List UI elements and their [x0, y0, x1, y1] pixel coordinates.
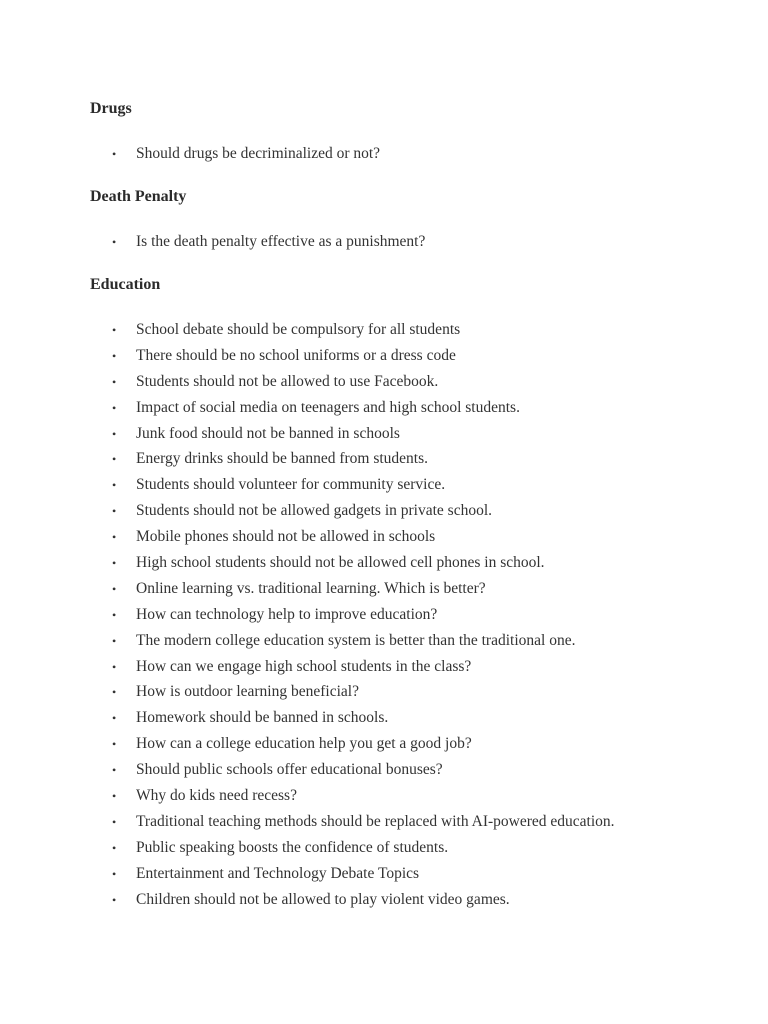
- bullet-icon: •: [112, 840, 117, 855]
- bullet-icon: •: [112, 478, 117, 493]
- bullet-icon: •: [112, 348, 117, 363]
- list-item: • Entertainment and Technology Debate Topics: [0, 863, 768, 889]
- bullet-icon: •: [112, 452, 117, 467]
- list-item: • The modern college education system is better than the traditional one.: [0, 630, 768, 656]
- list-item: • Students should not be allowed gadgets in private school.: [0, 500, 768, 526]
- bullet-icon: •: [112, 235, 117, 249]
- list-item: • Students should not be allowed to use Facebook.: [0, 371, 768, 397]
- section-list-death-penalty: [0, 231, 768, 257]
- list-item: • Why do kids need recess?: [0, 785, 768, 811]
- bullet-icon: •: [112, 323, 117, 337]
- section-list-drugs: [0, 143, 768, 169]
- section-heading-death-penalty: Death Penalty: [90, 188, 187, 205]
- list-item: • Junk food should not be banned in schools: [0, 423, 768, 449]
- list-item: • Energy drinks should be banned from students.: [0, 448, 768, 474]
- list-item: • Impact of social media on teenagers and high school students.: [0, 397, 768, 423]
- bullet-icon: •: [112, 530, 117, 545]
- list-item: • High school students should not be allowed cell phones in school.: [0, 552, 768, 578]
- bullet-icon: •: [112, 504, 117, 519]
- list-item: • How is outdoor learning beneficial?: [0, 681, 768, 707]
- section-heading-drugs: Drugs: [90, 100, 132, 117]
- bullet-icon: •: [112, 633, 117, 648]
- bullet-icon: •: [112, 814, 117, 829]
- bullet-icon: •: [112, 426, 117, 441]
- bullet-icon: •: [112, 866, 117, 881]
- list-item: • School debate should be compulsory for all students: [0, 319, 768, 345]
- bullet-icon: •: [112, 789, 117, 804]
- list-item: • How can we engage high school students in the class?: [0, 656, 768, 682]
- bullet-icon: •: [112, 659, 117, 674]
- bullet-icon: •: [112, 147, 117, 161]
- list-item: • Homework should be banned in schools.: [0, 707, 768, 733]
- section-heading-education: Education: [90, 276, 161, 293]
- bullet-icon: •: [112, 607, 117, 622]
- bullet-icon: •: [112, 400, 117, 415]
- list-item: • There should be no school uniforms or a dress code: [0, 345, 768, 371]
- list-item: • How can technology help to improve education?: [0, 604, 768, 630]
- bullet-icon: •: [112, 711, 117, 726]
- list-item: • Should drugs be decriminalized or not?: [0, 143, 768, 169]
- list-item: • Should public schools offer educational bonuses?: [0, 759, 768, 785]
- bullet-icon: •: [112, 374, 117, 389]
- list-item: • Public speaking boosts the confidence of students.: [0, 837, 768, 863]
- list-item: • Mobile phones should not be allowed in schools: [0, 526, 768, 552]
- bullet-icon: •: [112, 556, 117, 571]
- list-item: • Online learning vs. traditional learning. Which is better?: [0, 578, 768, 604]
- list-item: • Is the death penalty effective as a punishment?: [0, 231, 768, 257]
- bullet-icon: •: [112, 737, 117, 752]
- bullet-icon: •: [112, 892, 117, 907]
- section-list-education: [0, 319, 768, 914]
- bullet-icon: •: [112, 685, 117, 700]
- list-item: • Children should not be allowed to play violent video games.: [0, 889, 768, 915]
- list-item: • Traditional teaching methods should be replaced with AI-powered education.: [0, 811, 768, 837]
- list-item: • How can a college education help you get a good job?: [0, 733, 768, 759]
- bullet-icon: •: [112, 581, 117, 596]
- bullet-icon: •: [112, 763, 117, 778]
- list-item: • Students should volunteer for community service.: [0, 474, 768, 500]
